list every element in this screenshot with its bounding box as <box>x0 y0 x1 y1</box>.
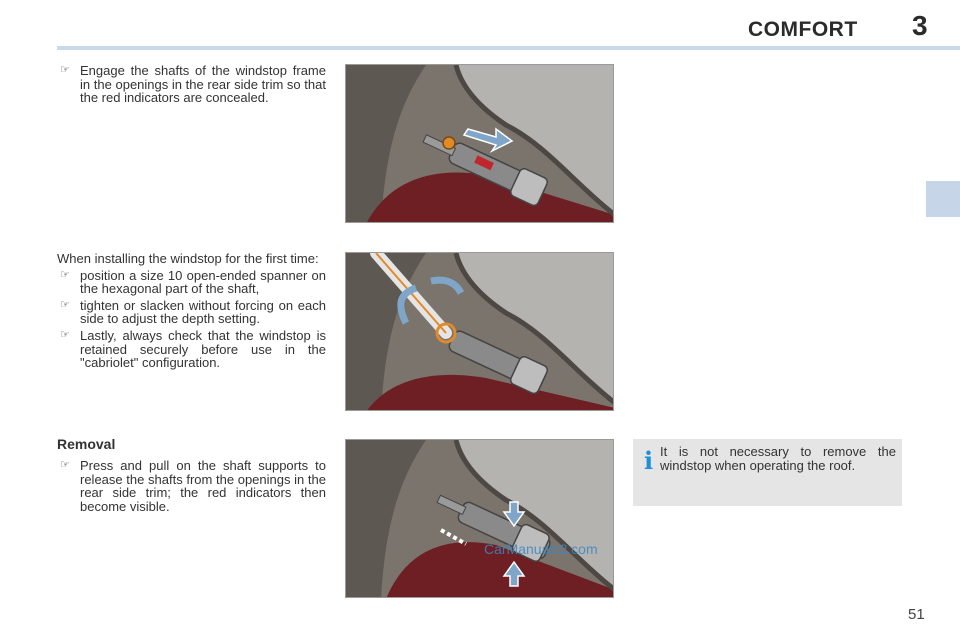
instruction-text: Lastly, always check that the windstop is retained securely before use in the "cabriolet" configuration. <box>80 327 326 371</box>
info-icon: i <box>644 446 654 475</box>
header-rule <box>57 46 960 50</box>
instruction-text: position a size 10 open-ended spanner on the hexagonal part of the shaft, <box>80 267 326 297</box>
instruction-text: Press and pull on the shaft supports to release the shafts from the openings in the rear side trim; the red indicators then become visible. <box>80 458 326 514</box>
section-first-install <box>57 252 326 370</box>
pointing-hand-icon: ☞ <box>60 298 70 311</box>
instruction-item <box>57 64 326 105</box>
instruction-item <box>57 299 326 326</box>
info-box <box>633 439 902 506</box>
chapter-number: 3 <box>912 10 928 41</box>
instruction-item <box>57 329 326 370</box>
illustration-removal <box>345 439 614 598</box>
pointing-hand-icon: ☞ <box>60 459 70 471</box>
instruction-text: Engage the shafts of the windstop frame in the openings in the rear side trim so that the red indicators are concealed. <box>80 63 326 106</box>
page-title: COMFORT <box>748 18 858 41</box>
section-removal <box>57 459 326 513</box>
pointing-hand-icon: ☞ <box>60 328 70 341</box>
watermark: CarManuals2.com <box>484 541 598 557</box>
instruction-item <box>57 459 326 513</box>
instruction-text: tighten or slacken without forcing on each side to adjust the depth setting. <box>80 297 326 327</box>
intro-text: When installing the windstop for the first time: <box>57 251 319 266</box>
illustration-adjust <box>345 252 614 411</box>
instruction-item <box>57 269 326 296</box>
info-text: It is not necessary to remove the windstop when operating the roof. <box>660 444 896 473</box>
chapter-tab <box>926 181 960 217</box>
pointing-hand-icon: ☞ <box>60 64 70 76</box>
section-engage <box>57 64 326 105</box>
pointing-hand-icon: ☞ <box>60 268 70 281</box>
illustration-engage <box>345 64 614 223</box>
page-number: 51 <box>908 606 925 623</box>
removal-heading: Removal <box>57 436 116 452</box>
